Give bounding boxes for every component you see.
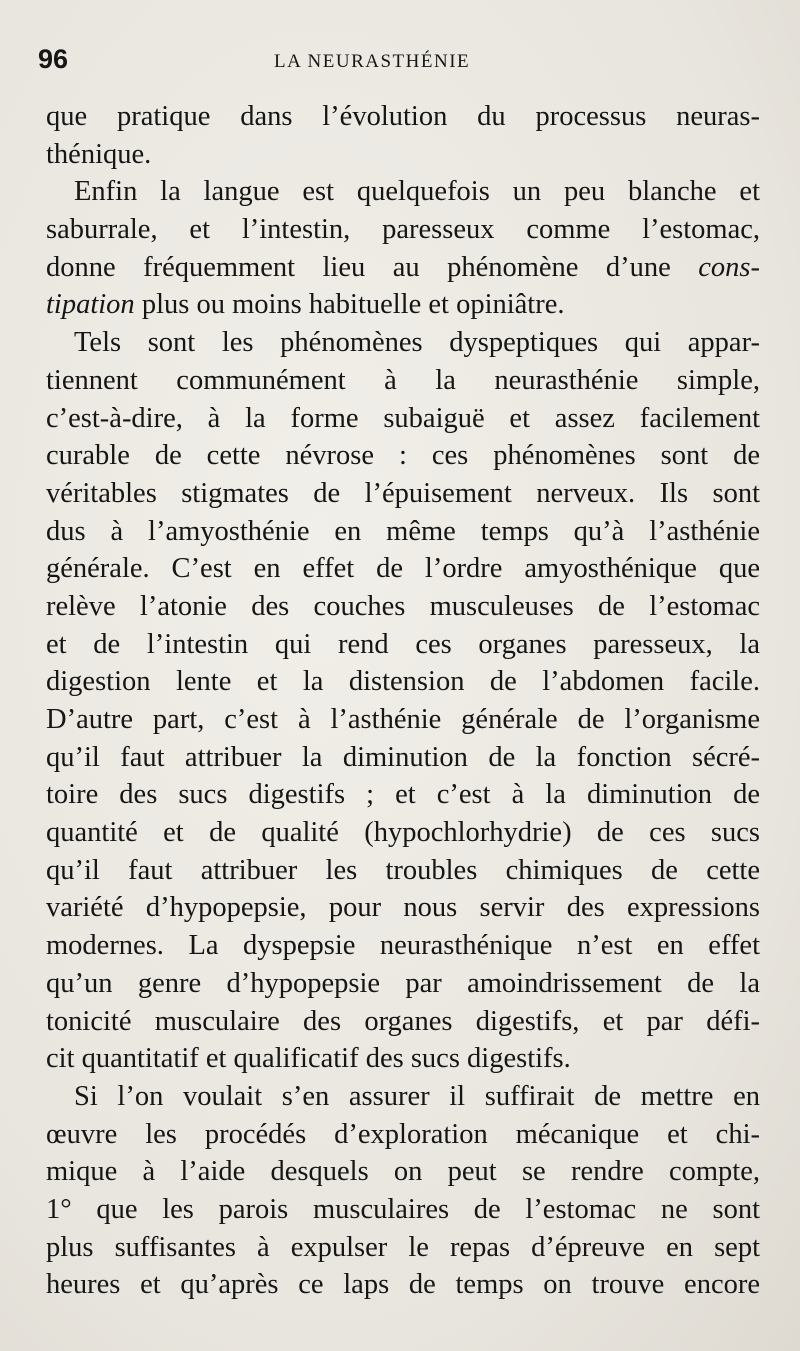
running-title: LA NEURASTHÉNIE — [274, 51, 471, 72]
text-line: véritables stigmates de l’épuisement nerveux. Ils sont — [46, 477, 760, 509]
paragraph-start-line: Tels sont les phénomènes dyspeptiques qui appar- — [74, 327, 760, 359]
text-line: saburrale, et l’intestin, paresseux comme l’estomac, — [46, 214, 760, 246]
text-line: heures et qu’après ce laps de temps on trouve encore — [46, 1269, 760, 1301]
text-line: thénique. — [46, 138, 152, 170]
page-number: 96 — [38, 44, 69, 74]
text-line: 1° que les parois musculaires de l’estomac ne sont — [46, 1193, 760, 1225]
paragraph-start-line: Si l’on voulait s’en assurer il suffirait de mettre en — [74, 1080, 760, 1112]
body-text — [46, 98, 760, 1304]
text-line: tiennent communément à la neurasthénie simple, — [46, 364, 760, 396]
text-line: curable de cette névrose : ces phénomènes sont de — [46, 440, 760, 472]
text-run: plus ou moins habituelle et opiniâtre. — [134, 289, 565, 321]
text-line: relève l’atonie des couches musculeuses de l’estomac — [46, 590, 760, 622]
text-line: toire des sucs digestifs ; et c’est à la diminution de — [46, 779, 760, 811]
text-line: qu’il faut attribuer les troubles chimiques de cette — [46, 854, 760, 886]
text-line: plus suffisantes à expulser le repas d’épreuve en sept — [46, 1231, 760, 1263]
text-line: qu’un genre d’hypopepsie par amoindrissement de la — [46, 967, 760, 999]
text-line: modernes. La dyspepsie neurasthénique n’est en effet — [46, 930, 760, 962]
text-line: digestion lente et la distension de l’abdomen facile. — [46, 666, 760, 698]
text-line: et de l’intestin qui rend ces organes paresseux, la — [46, 628, 760, 660]
text-line: générale. C’est en effet de l’ordre amyosthénique que — [46, 553, 760, 585]
text-line: œuvre les procédés d’exploration mécanique et chi- — [46, 1118, 760, 1150]
italic-text-run: tipation — [46, 289, 135, 321]
text-line: quantité et de qualité (hypochlorhydrie) de ces sucs — [46, 817, 760, 849]
text-line: tonicité musculaire des organes digestifs, et par défi- — [46, 1005, 760, 1037]
text-line: que pratique dans l’évolution du processus neuras- — [46, 101, 760, 132]
text-line: qu’il faut attribuer la diminution de la fonction sécré- — [46, 741, 760, 773]
paragraph-start-line: Enfin la langue est quelquefois un peu blanche et — [74, 176, 760, 208]
text-line: c’est-à-dire, à la forme subaiguë et assez facilement — [46, 402, 760, 434]
text-line: mique à l’aide desquels on peut se rendre compte, — [46, 1156, 760, 1188]
text-line: variété d’hypopepsie, pour nous servir des expressions — [46, 892, 760, 924]
text-line: cit quantitatif et qualificatif des sucs digestifs. — [46, 1043, 571, 1075]
italic-text-run: cons- — [698, 251, 760, 283]
text-line: D’autre part, c’est à l’asthénie générale de l’organisme — [46, 704, 760, 735]
text-line — [46, 286, 760, 324]
page-header — [38, 44, 762, 84]
text-line: dus à l’amyosthénie en même temps qu’à l’asthénie — [46, 515, 760, 547]
text-run: donne fréquemment lieu au phénomène d’une — [46, 251, 699, 283]
text-line — [46, 249, 760, 287]
